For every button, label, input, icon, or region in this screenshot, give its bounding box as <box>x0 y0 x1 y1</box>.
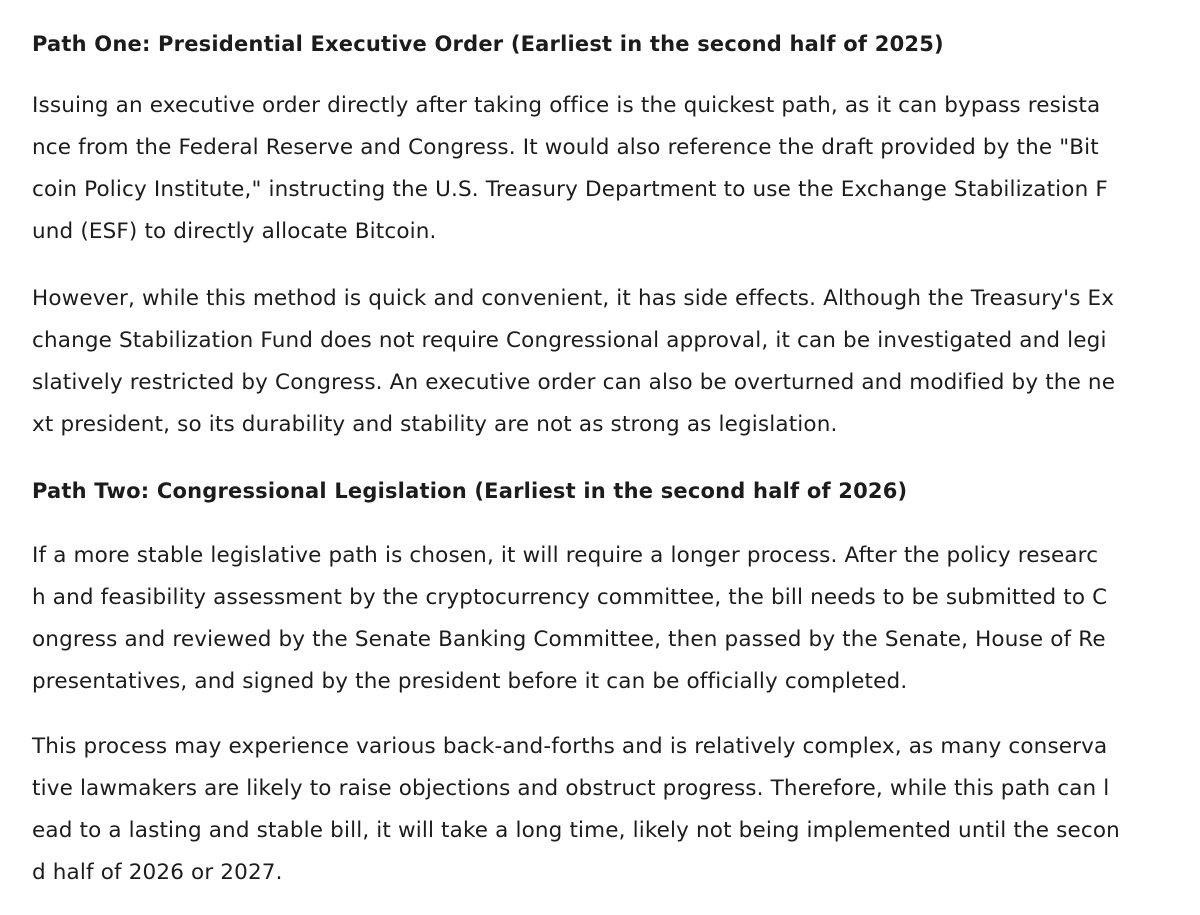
paragraph-line: d half of 2026 or 2027. <box>32 860 283 885</box>
paragraph-line: If a more stable legislative path is chosen, it will require a longer process. After the policy researc <box>32 543 1099 568</box>
paragraph-legislation-complexity <box>32 726 1182 894</box>
paragraph-line: slatively restricted by Congress. An executive order can also be overturned and modified by the ne <box>32 370 1116 395</box>
paragraph-executive-order-intro <box>32 85 1182 253</box>
paragraph-line: However, while this method is quick and convenient, it has side effects. Although the Treasury's Ex <box>32 286 1115 311</box>
paragraph-line: change Stabilization Fund does not require Congressional approval, it can be investigated and legi <box>32 328 1107 353</box>
paragraph-line: This process may experience various back-and-forths and is relatively complex, as many conserva <box>32 734 1108 759</box>
paragraph-line: coin Policy Institute," instructing the U.S. Treasury Department to use the Exchange Stabilization F <box>32 177 1108 202</box>
paragraph-executive-order-side-effects <box>32 278 1182 446</box>
paragraph-line: ead to a lasting and stable bill, it will take a long time, likely not being implemented until the secon <box>32 818 1120 843</box>
paragraph-line: nce from the Federal Reserve and Congress. It would also reference the draft provided by the "Bit <box>32 135 1099 160</box>
section-heading-path-one: Path One: Presidential Executive Order (Earliest in the second half of 2025) <box>32 32 944 56</box>
section-heading-path-two: Path Two: Congressional Legislation (Earliest in the second half of 2026) <box>32 479 908 503</box>
paragraph-line: presentatives, and signed by the president before it can be officially completed. <box>32 669 908 694</box>
paragraph-line: h and feasibility assessment by the cryptocurrency committee, the bill needs to be submitted to C <box>32 585 1108 610</box>
paragraph-line: und (ESF) to directly allocate Bitcoin. <box>32 219 437 244</box>
paragraph-line: tive lawmakers are likely to raise objections and obstruct progress. Therefore, while this path can l <box>32 776 1110 801</box>
paragraph-line: ongress and reviewed by the Senate Banking Committee, then passed by the Senate, House of Re <box>32 627 1106 652</box>
paragraph-line: Issuing an executive order directly after taking office is the quickest path, as it can bypass resista <box>32 93 1101 118</box>
paragraph-legislation-process <box>32 535 1182 703</box>
paragraph-line: xt president, so its durability and stability are not as strong as legislation. <box>32 412 838 437</box>
